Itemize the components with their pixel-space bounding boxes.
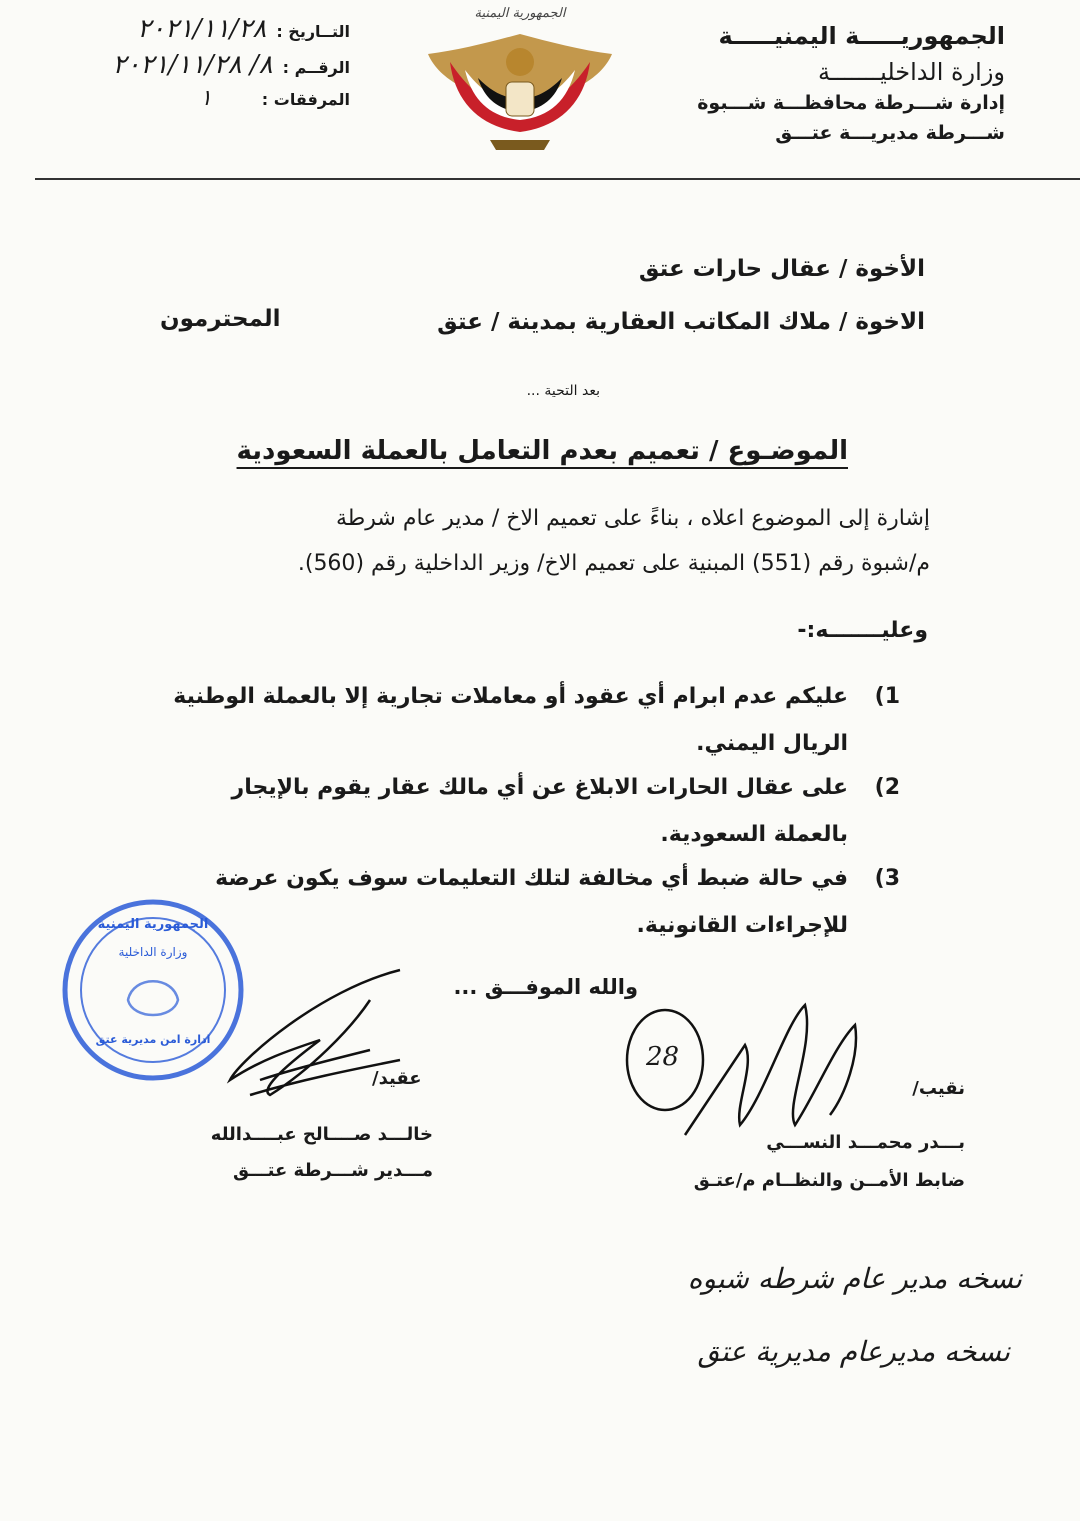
eagle-emblem-icon xyxy=(420,22,620,152)
copy-line-2: نسخه مديرعام مديرية عتق xyxy=(697,1335,1010,1368)
item-text-cont: الريال اليمني. xyxy=(696,731,848,756)
body-line-1: إشارة إلى الموضوع اعلاه ، بناءً على تعميم الاخ / مدير عام شرطة xyxy=(335,506,930,531)
item-text-cont: للإجراءات القانونية. xyxy=(636,913,848,938)
intro: وعليـــــــه:- xyxy=(797,618,928,643)
item-number: 1) xyxy=(874,684,900,709)
reference-block xyxy=(60,14,350,117)
item-number: 2) xyxy=(874,775,900,800)
attachments-row xyxy=(60,86,350,111)
greeting: بعد التحية ... xyxy=(526,383,600,399)
item-number: 3) xyxy=(874,866,900,891)
number-label: الرقــم : xyxy=(282,58,350,77)
item-text: عليكم عدم ابرام أي عقود أو معاملات تجارية إلا بالعملة الوطنية xyxy=(173,684,848,709)
stamp-mid: وزارة الداخلية xyxy=(118,945,188,959)
subject: الموضـوع / تعميم بعدم التعامل بالعملة السعودية xyxy=(236,436,848,466)
item-text: على عقال الحارات الابلاغ عن أي مالك عقار يقوم بالإيجار xyxy=(231,775,848,800)
left-title: مـــدير شـــرطة عتـــق xyxy=(232,1160,433,1181)
right-title: ضابط الأمــن والنظــام م/عتـق xyxy=(693,1170,965,1191)
stamp-top: الجمهورية اليمنية xyxy=(97,917,209,932)
emblem-motto: الجمهورية اليمنية xyxy=(474,6,566,21)
list-item xyxy=(160,764,900,858)
letterhead-authority xyxy=(665,22,1005,144)
addressee-1: الأخوة / عقال حارات عتق xyxy=(638,256,925,282)
copy-line-1: نسخه مدير عام شرطه شبوه xyxy=(687,1262,1022,1295)
list-item xyxy=(160,673,900,767)
emblem xyxy=(420,2,620,152)
body-line-2: م/شبوة رقم (551) المبنية على تعميم الاخ/ وزير الداخلية رقم (560). xyxy=(297,551,930,576)
attachments-value: ١ xyxy=(199,86,212,111)
ministry-name: وزارة الداخليـــــــة xyxy=(818,58,1005,86)
district-name: شـــرطة مديريـــة عتـــق xyxy=(775,122,1005,144)
attachments-label: المرفقات : xyxy=(261,90,350,109)
left-name: خالـــد صــــالح عبــــدالله xyxy=(210,1124,433,1145)
date-label: التــاريخ : xyxy=(276,22,350,41)
closing: والله الموفـــق ... xyxy=(453,975,638,999)
addressee-2: الاخوة / ملاك المكاتب العقارية بمدينة / عتق xyxy=(437,309,925,335)
date-value: ٢٠٢١/١١/٢٨ xyxy=(137,14,267,44)
left-rank: عقيد/ xyxy=(372,1068,422,1089)
item-text-cont: بالعملة السعودية. xyxy=(660,822,848,847)
right-name: بـــدر محمـــد النســـي xyxy=(766,1132,965,1153)
admin-name: إدارة شـــرطة محافظـــة شـــبوة xyxy=(697,92,1005,114)
stamp-bottom: ادارة امن مديرية عتق xyxy=(95,1033,211,1046)
signature-mark: 28 xyxy=(646,1042,680,1072)
header-divider xyxy=(35,178,1080,180)
number-row xyxy=(60,50,350,80)
list-item xyxy=(160,855,900,949)
date-row xyxy=(60,14,350,44)
right-rank: نقيب/ xyxy=(912,1078,965,1099)
republic-name: الجمهوريـــــة اليمنيـــــة xyxy=(718,22,1005,50)
number-value: ٨/ ٢٠٢١/١١/٢٨ xyxy=(112,50,273,80)
item-text: في حالة ضبط أي مخالفة لتلك التعليمات سوف يكون عرضة xyxy=(215,866,848,891)
honorific: المحترمون xyxy=(160,306,281,332)
